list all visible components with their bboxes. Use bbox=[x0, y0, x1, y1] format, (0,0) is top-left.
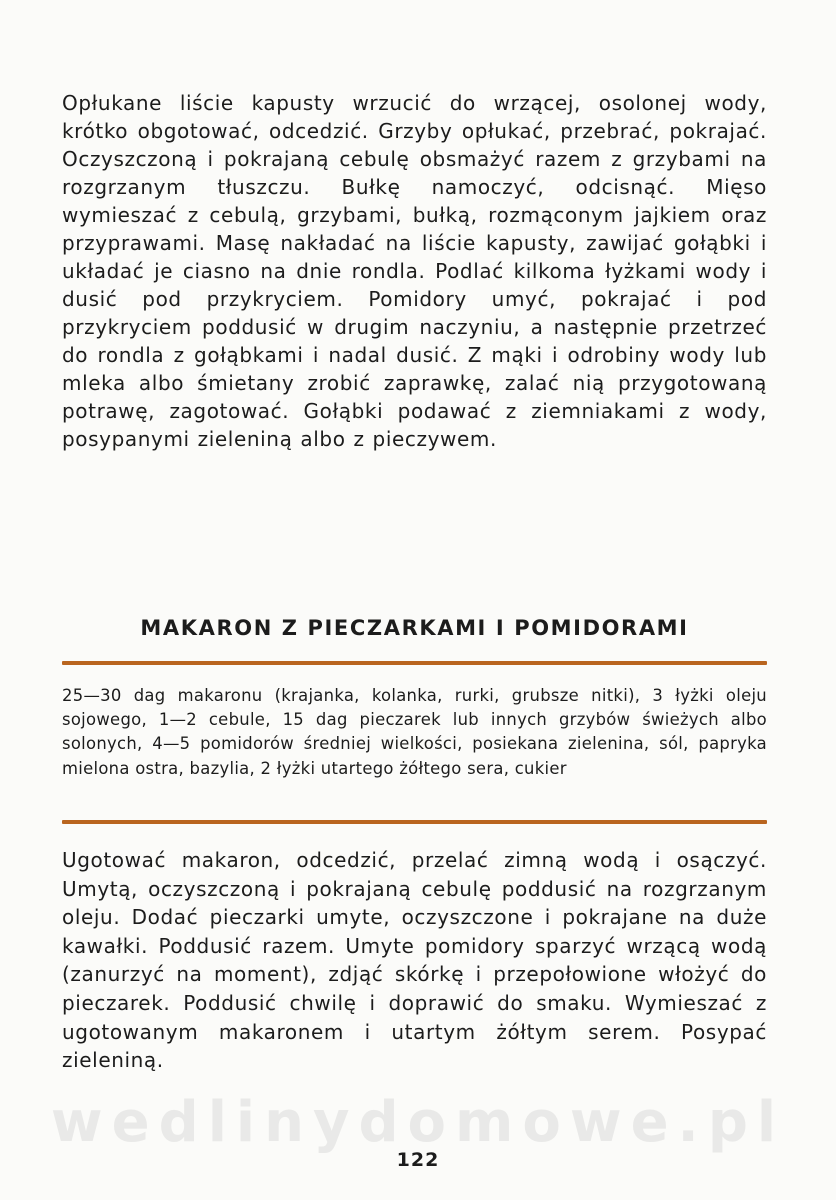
recipe-title: MAKARON Z PIECZARKAMI I POMIDORAMI bbox=[140, 616, 689, 640]
ingredients-bottom-rule bbox=[62, 820, 767, 824]
ingredients-list: 25—30 dag makaronu (krajanka, kolanka, rurki, grubsze nitki), 3 łyżki oleju sojowego, 1—2 cebule, 15 dag pieczarek lub innych grzybów świeżych albo solonych, 4—5 pomidorów średniej wielkości, posiekana zielenina, sól, papryka mielona ostra, bazylia, 2 łyżki utartego żółtego sera, cukier bbox=[62, 686, 767, 778]
ingredients-top-rule bbox=[62, 661, 767, 665]
watermark: wedlinydomowe.pl bbox=[50, 1090, 786, 1155]
recipe-instructions: Ugotować makaron, odcedzić, przelać zimną wodą i osączyć. Umytą, oczyszczoną i pokrajaną cebulę poddusić na rozgrzanym oleju. Dodać pieczarki umyte, oczyszczone i pokrajane na duże kawałki. Poddusić razem. Umyte pomidory sparzyć wrzącą wodą (zanurzyć na moment), zdjąć skórkę i przepołowione włożyć do pieczarek. Poddusić chwilę i doprawić do smaku. Wymieszać z ugotowanym makaronem i utartym żółtym serem. Posypać zieleniną. bbox=[62, 848, 767, 1073]
previous-recipe-instructions: Opłukane liście kapusty wrzucić do wrzącej, osolonej wody, krótko obgotować, odcedzić. Grzyby opłukać, przebrać, pokrajać. Oczyszczoną i pokrajaną cebulę obsmażyć razem z grzybami na rozgrzanym tłuszczu. Bułkę namoczyć, odcisnąć. Mięso wymieszać z cebulą, grzybami, bułką, rozmąconym jajkiem oraz przyprawami. Masę nakładać na liście kapusty, zawijać gołąbki i układać je ciasno na dnie rondla. Podlać kilkoma łyżkami wody i dusić pod przykryciem. Pomidory umyć, pokrajać i pod przykryciem poddusić w drugim naczyniu, a następnie przetrzeć do rondla z gołąbkami i nadal dusić. Z mąki i odrobiny wody lub mleka albo śmietany zrobić zaprawkę, zalać nią przygotowaną potrawę, zagotować. Gołąbki podawać z ziemniakami z wody, posypanymi zieleniną albo z pieczywem. bbox=[62, 91, 767, 451]
page-number: 122 bbox=[396, 1149, 440, 1171]
